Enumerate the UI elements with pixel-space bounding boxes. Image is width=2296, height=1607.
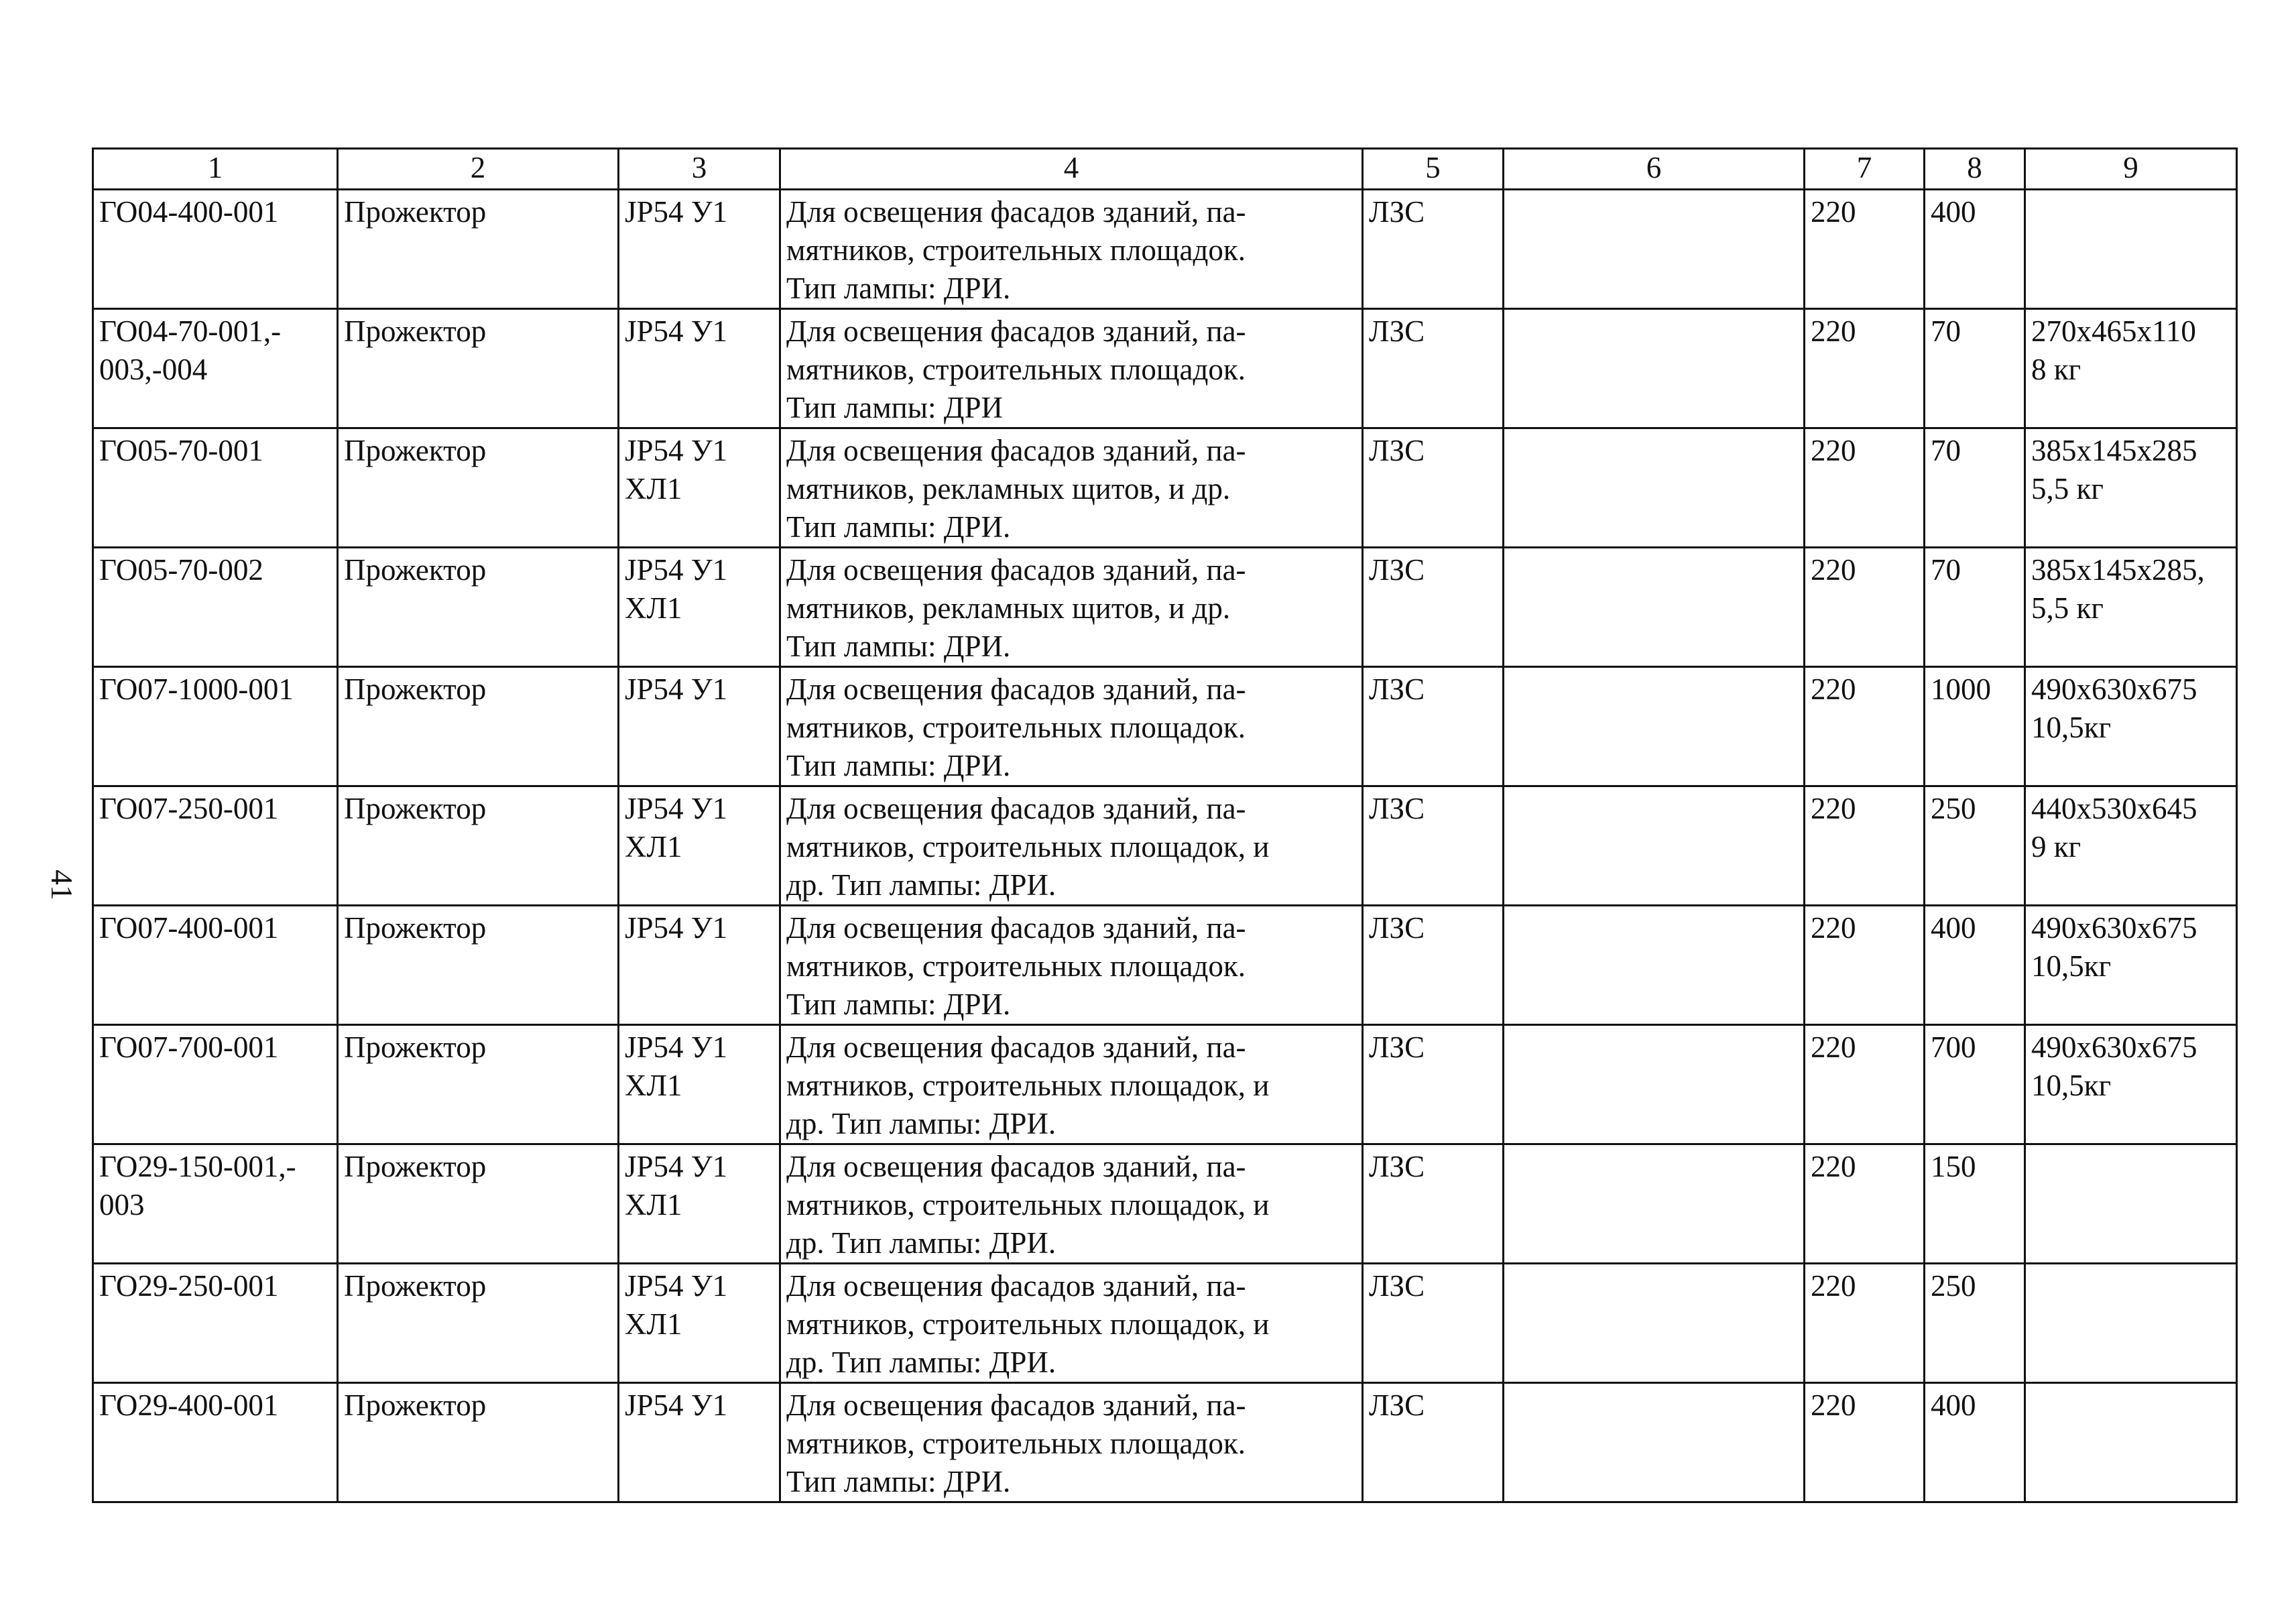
product-name: Прожектор [344, 1388, 487, 1422]
description: Для освещения фасадов зданий, па- мятников, строительных площадок, и др. Тип лампы: ДРИ. [786, 1269, 1270, 1379]
protection-class: JP54 У1 [625, 911, 728, 945]
description-cell [780, 190, 1363, 309]
description: Для освещения фасадов зданий, па- мятников, строительных площадок, и др. Тип лампы: ДРИ. [786, 1150, 1270, 1260]
column-6-cell [1504, 1264, 1805, 1383]
dimensions-cell [2025, 428, 2237, 548]
column-5-value: ЛЗС [1369, 314, 1425, 348]
voltage-cell [1805, 548, 1925, 667]
column-5-value: ЛЗС [1369, 1030, 1425, 1064]
protection-class-cell [619, 309, 780, 428]
product-name-cell [338, 906, 619, 1025]
column-header-1: 1 [93, 149, 338, 190]
power-value: 400 [1931, 1388, 1976, 1422]
description-cell [780, 548, 1363, 667]
dimensions-cell [2025, 906, 2237, 1025]
description-cell [780, 786, 1363, 906]
dimensions-value: 490х630х675 10,5кг [2031, 911, 2197, 983]
voltage-value: 220 [1811, 1150, 1856, 1183]
product-name: Прожектор [344, 195, 487, 229]
voltage-value: 220 [1811, 553, 1856, 587]
voltage-value: 220 [1811, 1269, 1856, 1303]
power-cell [1925, 1144, 2025, 1264]
column-5-cell [1363, 1383, 1504, 1502]
column-5-cell [1363, 309, 1504, 428]
power-cell [1925, 786, 2025, 906]
product-name-cell [338, 1025, 619, 1144]
description: Для освещения фасадов зданий, па- мятников, рекламных щитов, и др. Тип лампы: ДРИ. [786, 553, 1246, 663]
description-cell [780, 1264, 1363, 1383]
product-code: ГО29-250-001 [99, 1269, 279, 1303]
protection-class-cell [619, 548, 780, 667]
column-header-8: 8 [1925, 149, 2025, 190]
product-code: ГО29-150-001,- 003 [99, 1150, 296, 1222]
voltage-value: 220 [1811, 314, 1856, 348]
power-cell [1925, 1264, 2025, 1383]
product-name-cell [338, 190, 619, 309]
header-row [93, 149, 2237, 190]
voltage-value: 220 [1811, 1388, 1856, 1422]
voltage-cell [1805, 786, 1925, 906]
dimensions-cell [2025, 190, 2237, 309]
power-value: 400 [1931, 195, 1976, 229]
description: Для освещения фасадов зданий, па- мятников, строительных площадок. Тип лампы: ДРИ. [786, 672, 1246, 782]
product-name: Прожектор [344, 314, 487, 348]
dimensions-cell [2025, 786, 2237, 906]
description-cell [780, 1025, 1363, 1144]
product-code: ГО29-400-001 [99, 1388, 279, 1422]
protection-class-cell [619, 786, 780, 906]
protection-class: JP54 У1 [625, 672, 728, 706]
protection-class-cell [619, 1383, 780, 1502]
column-5-cell [1363, 1025, 1504, 1144]
column-5-cell [1363, 548, 1504, 667]
column-6-cell [1504, 1383, 1805, 1502]
description: Для освещения фасадов зданий, па- мятников, строительных площадок. Тип лампы: ДРИ. [786, 1388, 1246, 1498]
product-name: Прожектор [344, 553, 487, 587]
dimensions-cell [2025, 1383, 2237, 1502]
dimensions-value: 440х530х645 9 кг [2031, 792, 2197, 864]
product-code-cell [93, 428, 338, 548]
voltage-value: 220 [1811, 1030, 1856, 1064]
voltage-cell [1805, 1264, 1925, 1383]
power-value: 70 [1931, 553, 1961, 587]
column-6-cell [1504, 548, 1805, 667]
column-5-value: ЛЗС [1369, 553, 1425, 587]
product-code-cell [93, 309, 338, 428]
column-header-9: 9 [2025, 149, 2237, 190]
description: Для освещения фасадов зданий, па- мятников, строительных площадок. Тип лампы: ДРИ [786, 314, 1246, 424]
product-code-cell [93, 906, 338, 1025]
dimensions-cell [2025, 667, 2237, 786]
product-code-cell [93, 1264, 338, 1383]
product-name-cell [338, 786, 619, 906]
power-cell [1925, 1025, 2025, 1144]
dimensions-value: 385х145х285 5,5 кг [2031, 434, 2197, 505]
table-row [93, 786, 2237, 906]
product-code: ГО07-250-001 [99, 792, 279, 825]
column-5-value: ЛЗС [1369, 792, 1425, 825]
product-name: Прожектор [344, 1150, 487, 1183]
column-header-4: 4 [780, 149, 1363, 190]
table-row [93, 1264, 2237, 1383]
column-5-cell [1363, 1144, 1504, 1264]
table-row [93, 906, 2237, 1025]
column-6-cell [1504, 906, 1805, 1025]
power-value: 400 [1931, 911, 1976, 945]
table-row [93, 667, 2237, 786]
power-cell [1925, 667, 2025, 786]
column-6-cell [1504, 1144, 1805, 1264]
voltage-value: 220 [1811, 672, 1856, 706]
column-5-value: ЛЗС [1369, 434, 1425, 467]
power-cell [1925, 309, 2025, 428]
description: Для освещения фасадов зданий, па- мятников, рекламных щитов, и др. Тип лампы: ДРИ. [786, 434, 1246, 544]
product-code-cell [93, 786, 338, 906]
power-cell [1925, 428, 2025, 548]
protection-class-cell [619, 428, 780, 548]
column-5-value: ЛЗС [1369, 672, 1425, 706]
protection-class: JP54 У1 ХЛ1 [625, 1150, 728, 1222]
protection-class: JP54 У1 [625, 314, 728, 348]
dimensions-value: 385х145х285, 5,5 кг [2031, 553, 2205, 625]
dimensions-value: 490х630х675 10,5кг [2031, 1030, 2197, 1102]
product-name: Прожектор [344, 434, 487, 467]
product-code: ГО07-400-001 [99, 911, 279, 945]
protection-class: JP54 У1 ХЛ1 [625, 792, 728, 864]
description-cell [780, 906, 1363, 1025]
power-value: 150 [1931, 1150, 1976, 1183]
description: Для освещения фасадов зданий, па- мятников, строительных площадок. Тип лампы: ДРИ. [786, 195, 1246, 305]
description: Для освещения фасадов зданий, па- мятников, строительных площадок, и др. Тип лампы: ДРИ. [786, 792, 1270, 902]
column-5-cell [1363, 786, 1504, 906]
product-name: Прожектор [344, 1030, 487, 1064]
product-code-cell [93, 190, 338, 309]
product-code: ГО05-70-001 [99, 434, 263, 467]
table-row [93, 1383, 2237, 1502]
voltage-cell [1805, 906, 1925, 1025]
column-6-cell [1504, 428, 1805, 548]
voltage-cell [1805, 190, 1925, 309]
product-name-cell [338, 1264, 619, 1383]
product-name-cell [338, 1144, 619, 1264]
power-value: 70 [1931, 434, 1961, 467]
column-5-cell [1363, 428, 1504, 548]
description: Для освещения фасадов зданий, па- мятников, строительных площадок. Тип лампы: ДРИ. [786, 911, 1246, 1021]
product-name-cell [338, 309, 619, 428]
dimensions-cell [2025, 309, 2237, 428]
product-name: Прожектор [344, 1269, 487, 1303]
product-name-cell [338, 667, 619, 786]
table-row [93, 548, 2237, 667]
protection-class-cell [619, 906, 780, 1025]
voltage-cell [1805, 1144, 1925, 1264]
protection-class-cell [619, 1264, 780, 1383]
product-code-cell [93, 1144, 338, 1264]
column-5-cell [1363, 190, 1504, 309]
protection-class: JP54 У1 ХЛ1 [625, 1269, 728, 1341]
column-5-value: ЛЗС [1369, 195, 1425, 229]
column-5-value: ЛЗС [1369, 1150, 1425, 1183]
voltage-cell [1805, 309, 1925, 428]
power-value: 1000 [1931, 672, 1991, 706]
power-cell [1925, 906, 2025, 1025]
column-6-cell [1504, 309, 1805, 428]
protection-class: JP54 У1 ХЛ1 [625, 553, 728, 625]
dimensions-cell [2025, 1025, 2237, 1144]
dimensions-cell [2025, 1144, 2237, 1264]
voltage-value: 220 [1811, 911, 1856, 945]
column-5-cell [1363, 667, 1504, 786]
table-row [93, 428, 2237, 548]
table-row [93, 1144, 2237, 1264]
table-row [93, 1025, 2237, 1144]
voltage-value: 220 [1811, 195, 1856, 229]
protection-class: JP54 У1 [625, 195, 728, 229]
column-5-value: ЛЗС [1369, 1388, 1425, 1422]
product-code: ГО07-700-001 [99, 1030, 279, 1064]
product-code: ГО04-70-001,- 003,-004 [99, 314, 282, 386]
product-code-cell [93, 1383, 338, 1502]
power-cell [1925, 548, 2025, 667]
protection-class: JP54 У1 [625, 1388, 728, 1422]
page-number: 41 [45, 870, 79, 900]
product-code: ГО04-400-001 [99, 195, 279, 229]
column-6-cell [1504, 1025, 1805, 1144]
product-code-cell [93, 667, 338, 786]
protection-class-cell [619, 1025, 780, 1144]
column-6-cell [1504, 190, 1805, 309]
product-name-cell [338, 1383, 619, 1502]
description-cell [780, 309, 1363, 428]
table-row [93, 309, 2237, 428]
power-value: 70 [1931, 314, 1961, 348]
dimensions-cell [2025, 1264, 2237, 1383]
product-name: Прожектор [344, 911, 487, 945]
dimensions-value: 270х465х110 8 кг [2031, 314, 2196, 386]
power-value: 250 [1931, 1269, 1976, 1303]
product-name: Прожектор [344, 672, 487, 706]
protection-class: JP54 У1 ХЛ1 [625, 434, 728, 505]
column-header-6: 6 [1504, 149, 1805, 190]
voltage-value: 220 [1811, 434, 1856, 467]
voltage-value: 220 [1811, 792, 1856, 825]
voltage-cell [1805, 1383, 1925, 1502]
protection-class-cell [619, 1144, 780, 1264]
luminaire-spec-table [92, 147, 2238, 1503]
column-5-value: ЛЗС [1369, 1269, 1425, 1303]
product-name-cell [338, 548, 619, 667]
column-5-value: ЛЗС [1369, 911, 1425, 945]
dimensions-value: 490х630х675 10,5кг [2031, 672, 2197, 744]
column-6-cell [1504, 667, 1805, 786]
protection-class-cell [619, 667, 780, 786]
column-header-5: 5 [1363, 149, 1504, 190]
power-value: 250 [1931, 792, 1976, 825]
column-header-3: 3 [619, 149, 780, 190]
description-cell [780, 667, 1363, 786]
protection-class-cell [619, 190, 780, 309]
description-cell [780, 1383, 1363, 1502]
column-5-cell [1363, 906, 1504, 1025]
description-cell [780, 428, 1363, 548]
product-code-cell [93, 1025, 338, 1144]
table-row [93, 190, 2237, 309]
column-header-2: 2 [338, 149, 619, 190]
description-cell [780, 1144, 1363, 1264]
product-name: Прожектор [344, 792, 487, 825]
product-name-cell [338, 428, 619, 548]
column-header-7: 7 [1805, 149, 1925, 190]
voltage-cell [1805, 428, 1925, 548]
product-code-cell [93, 548, 338, 667]
dimensions-cell [2025, 548, 2237, 667]
column-6-cell [1504, 786, 1805, 906]
power-cell [1925, 1383, 2025, 1502]
voltage-cell [1805, 1025, 1925, 1144]
protection-class: JP54 У1 ХЛ1 [625, 1030, 728, 1102]
voltage-cell [1805, 667, 1925, 786]
product-code: ГО07-1000-001 [99, 672, 294, 706]
product-code: ГО05-70-002 [99, 553, 263, 587]
power-cell [1925, 190, 2025, 309]
power-value: 700 [1931, 1030, 1976, 1064]
column-5-cell [1363, 1264, 1504, 1383]
description: Для освещения фасадов зданий, па- мятников, строительных площадок, и др. Тип лампы: ДРИ. [786, 1030, 1270, 1140]
